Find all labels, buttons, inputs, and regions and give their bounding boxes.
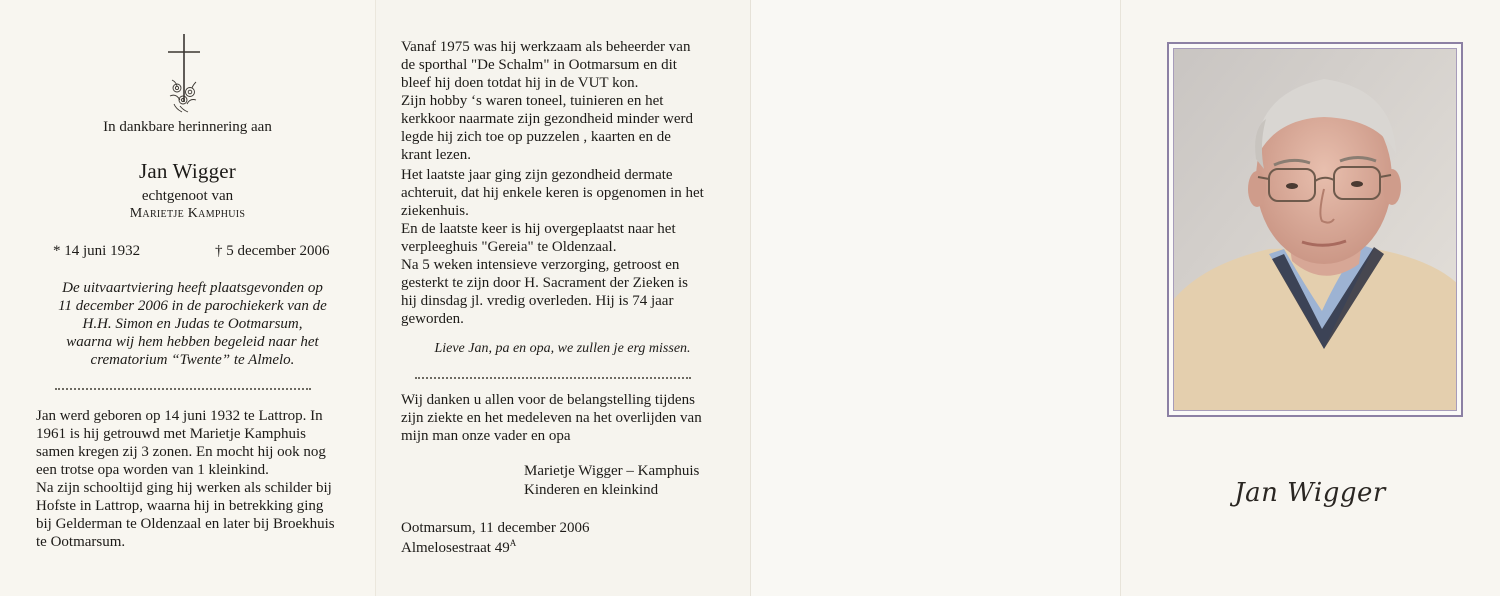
text-line: En de laatste keer is hij overgeplaatst naar het: [401, 221, 676, 237]
thanks-paragraph: [401, 391, 716, 445]
address: [401, 538, 516, 557]
portrait-illustration: [1174, 49, 1457, 411]
passing-paragraph: [401, 256, 716, 328]
portrait-photo: [1173, 48, 1457, 411]
place-and-date: Ootmarsum, 11 december 2006: [401, 520, 590, 536]
text-line: 11 december 2006 in de parochiekerk van de: [58, 298, 327, 314]
text-line: zijn ziekte en het medeleven na het overlijden van: [401, 410, 702, 426]
text-line: legde hij zich toe op puzzelen , kaarten en de: [401, 129, 671, 145]
biography-paragraph: [36, 407, 349, 479]
signature-children: Kinderen en kleinkind: [524, 482, 659, 498]
text-line: Het laatste jaar ging zijn gezondheid dermate: [401, 167, 673, 183]
cross-with-flowers-icon: [160, 32, 208, 116]
card-panel-left: [0, 0, 375, 596]
nursing-home-paragraph: [401, 220, 716, 256]
text-line: geworden.: [401, 311, 464, 327]
text-line: bij Gelderman te Oldenzaal en later bij Broekhuis: [36, 516, 335, 532]
career-paragraph: [401, 38, 716, 92]
text-line: waarna wij hem hebben begeleid naar het: [66, 334, 319, 350]
biography-paragraph: [36, 479, 349, 551]
text-line: achteruit, dat hij enkele keren is opgenomen in het: [401, 185, 704, 201]
text-line: Vanaf 1975 was hij werkzaam als beheerder van: [401, 39, 691, 55]
portrait-photo-frame: [1167, 42, 1463, 417]
card-panel-blank: [750, 0, 1120, 596]
text-line: Hofste in Lattrop, waarna hij in betrekking ging: [36, 498, 324, 514]
text-line: Wij danken u allen voor de belangstelling tijdens: [401, 392, 695, 408]
birth-date: * 14 juni 1932: [53, 243, 141, 259]
spouse-name: Marietje Kamphuis: [129, 206, 246, 221]
hobbies-paragraph: [401, 92, 716, 164]
deceased-name: Jan Wigger: [139, 159, 236, 183]
text-line: te Ootmarsum.: [36, 534, 126, 550]
text-line: de sporthal "De Schalm" in Ootmarsum en dit: [401, 57, 677, 73]
street-address: Almelosestraat 49: [401, 540, 510, 556]
farewell-line: Lieve Jan, pa en opa, we zullen je erg missen.: [434, 341, 691, 356]
signature-family-name: Marietje Wigger – Kamphuis: [524, 463, 700, 479]
death-date: † 5 december 2006: [215, 243, 330, 259]
text-line: samen kregen zij 3 zonen. En mocht hij ook nog: [36, 444, 326, 460]
text-line: kerkkoor naarmate zijn gezondheid minder werd: [401, 111, 693, 127]
text-line: mijn man onze vader en opa: [401, 428, 571, 444]
health-paragraph: [401, 166, 716, 220]
spouse-label: echtgenoot van: [141, 188, 234, 204]
text-line: ziekenhuis.: [401, 203, 469, 219]
text-line: hij dinsdag jl. vredig overleden. Hij is 74 jaar: [401, 293, 674, 309]
text-line: Na 5 weken intensieve verzorging, getroost en: [401, 257, 680, 273]
remembrance-line: In dankbare herinnering aan: [103, 119, 272, 135]
text-line: Zijn hobby ‘s waren toneel, tuinieren en het: [401, 93, 664, 109]
text-line: krant lezen.: [401, 147, 471, 163]
text-line: 1961 is hij getrouwd met Marietje Kamphuis: [36, 426, 306, 442]
text-line: gesterkt te zijn door H. Sacrament der Zieken is: [401, 275, 688, 291]
portrait-caption: Jan Wigger: [1234, 478, 1386, 508]
text-line: een trotse opa worden van 1 kleinkind.: [36, 462, 269, 478]
text-line: De uitvaartviering heeft plaatsgevonden op: [62, 280, 323, 296]
funeral-notice: [40, 279, 345, 369]
text-line: H.H. Simon en Judas te Ootmarsum,: [82, 316, 303, 332]
dotted-divider: [415, 377, 691, 379]
address-suffix: A: [509, 538, 517, 548]
text-line: verpleeghuis "Gereia" te Oldenzaal.: [401, 239, 617, 255]
text-line: Jan werd geboren op 14 juni 1932 te Lattrop. In: [36, 408, 323, 424]
text-line: Na zijn schooltijd ging hij werken als schilder bij: [36, 480, 332, 496]
text-line: bleef hij doen totdat hij in de VUT kon.: [401, 75, 639, 91]
text-line: crematorium “Twente” te Almelo.: [90, 352, 295, 368]
dotted-divider: [55, 388, 311, 390]
